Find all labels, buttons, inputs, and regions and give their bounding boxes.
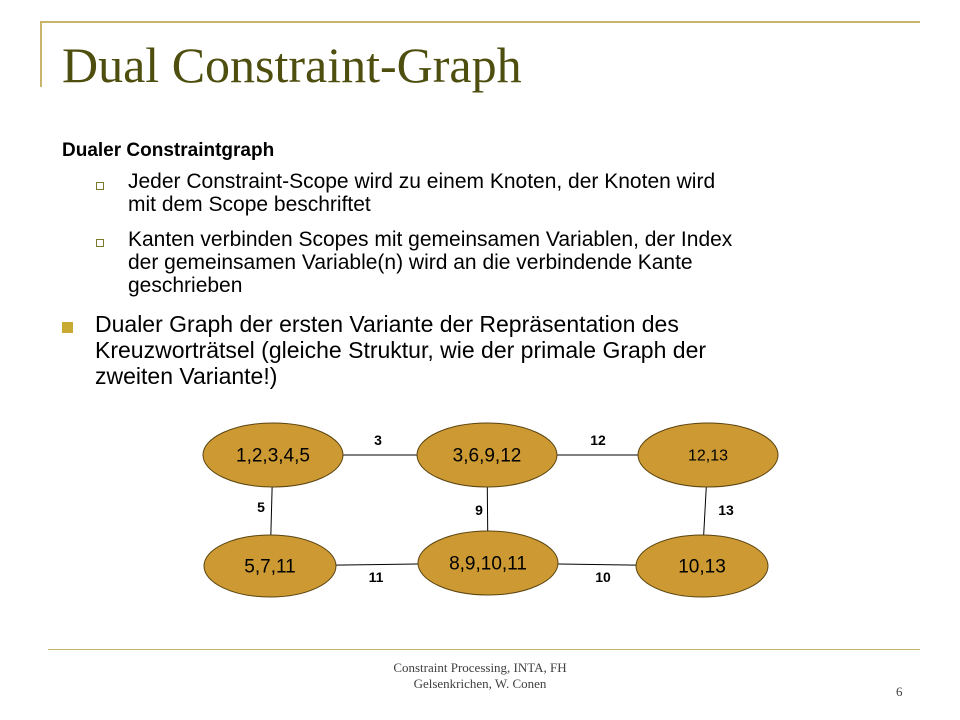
subheading: Dualer Constraintgraph — [62, 140, 275, 161]
edge-label: 13 — [718, 502, 734, 518]
edge-label: 9 — [475, 502, 483, 518]
edge-label: 5 — [257, 499, 265, 515]
page-number: 6 — [896, 684, 903, 699]
edge-label: 12 — [590, 432, 606, 448]
node-label: 8,9,10,11 — [449, 553, 527, 575]
sub-bullet-2-line: der gemeinsamen Variable(n) wird an die verbindende Kante — [128, 251, 693, 274]
edge-label: 10 — [595, 569, 611, 585]
node-label: 10,13 — [678, 556, 726, 578]
edge-label: 3 — [374, 432, 382, 448]
footer-line: Gelsenkrichen, W. Conen — [413, 676, 547, 691]
node-label: 5,7,11 — [244, 556, 296, 578]
slide-title: Dual Constraint-Graph — [62, 37, 522, 93]
main-bullet-line: zweiten Variante!) — [95, 363, 278, 389]
sub-bullet-1-line: Jeder Constraint-Scope wird zu einem Knoten, der Knoten wird — [128, 170, 716, 193]
footer-line: Constraint Processing, INTA, FH — [393, 660, 567, 675]
edge-label: 11 — [368, 569, 384, 585]
main-bullet-line: Dualer Graph der ersten Variante der Repräsentation des — [95, 311, 679, 337]
sub-bullet-1-line: mit dem Scope beschriftet — [128, 193, 371, 216]
node-label: 12,13 — [687, 447, 729, 465]
main-bullet-line: Kreuzworträtsel (gleiche Struktur, wie der primale Graph der — [95, 337, 707, 363]
sub-bullet-2-line: geschrieben — [128, 274, 243, 297]
node-label: 3,6,9,12 — [452, 445, 522, 467]
node-label: 1,2,3,4,5 — [236, 445, 310, 467]
footer — [330, 660, 630, 692]
sub-bullet-2-line: Kanten verbinden Scopes mit gemeinsamen Variablen, der Index — [128, 228, 733, 251]
